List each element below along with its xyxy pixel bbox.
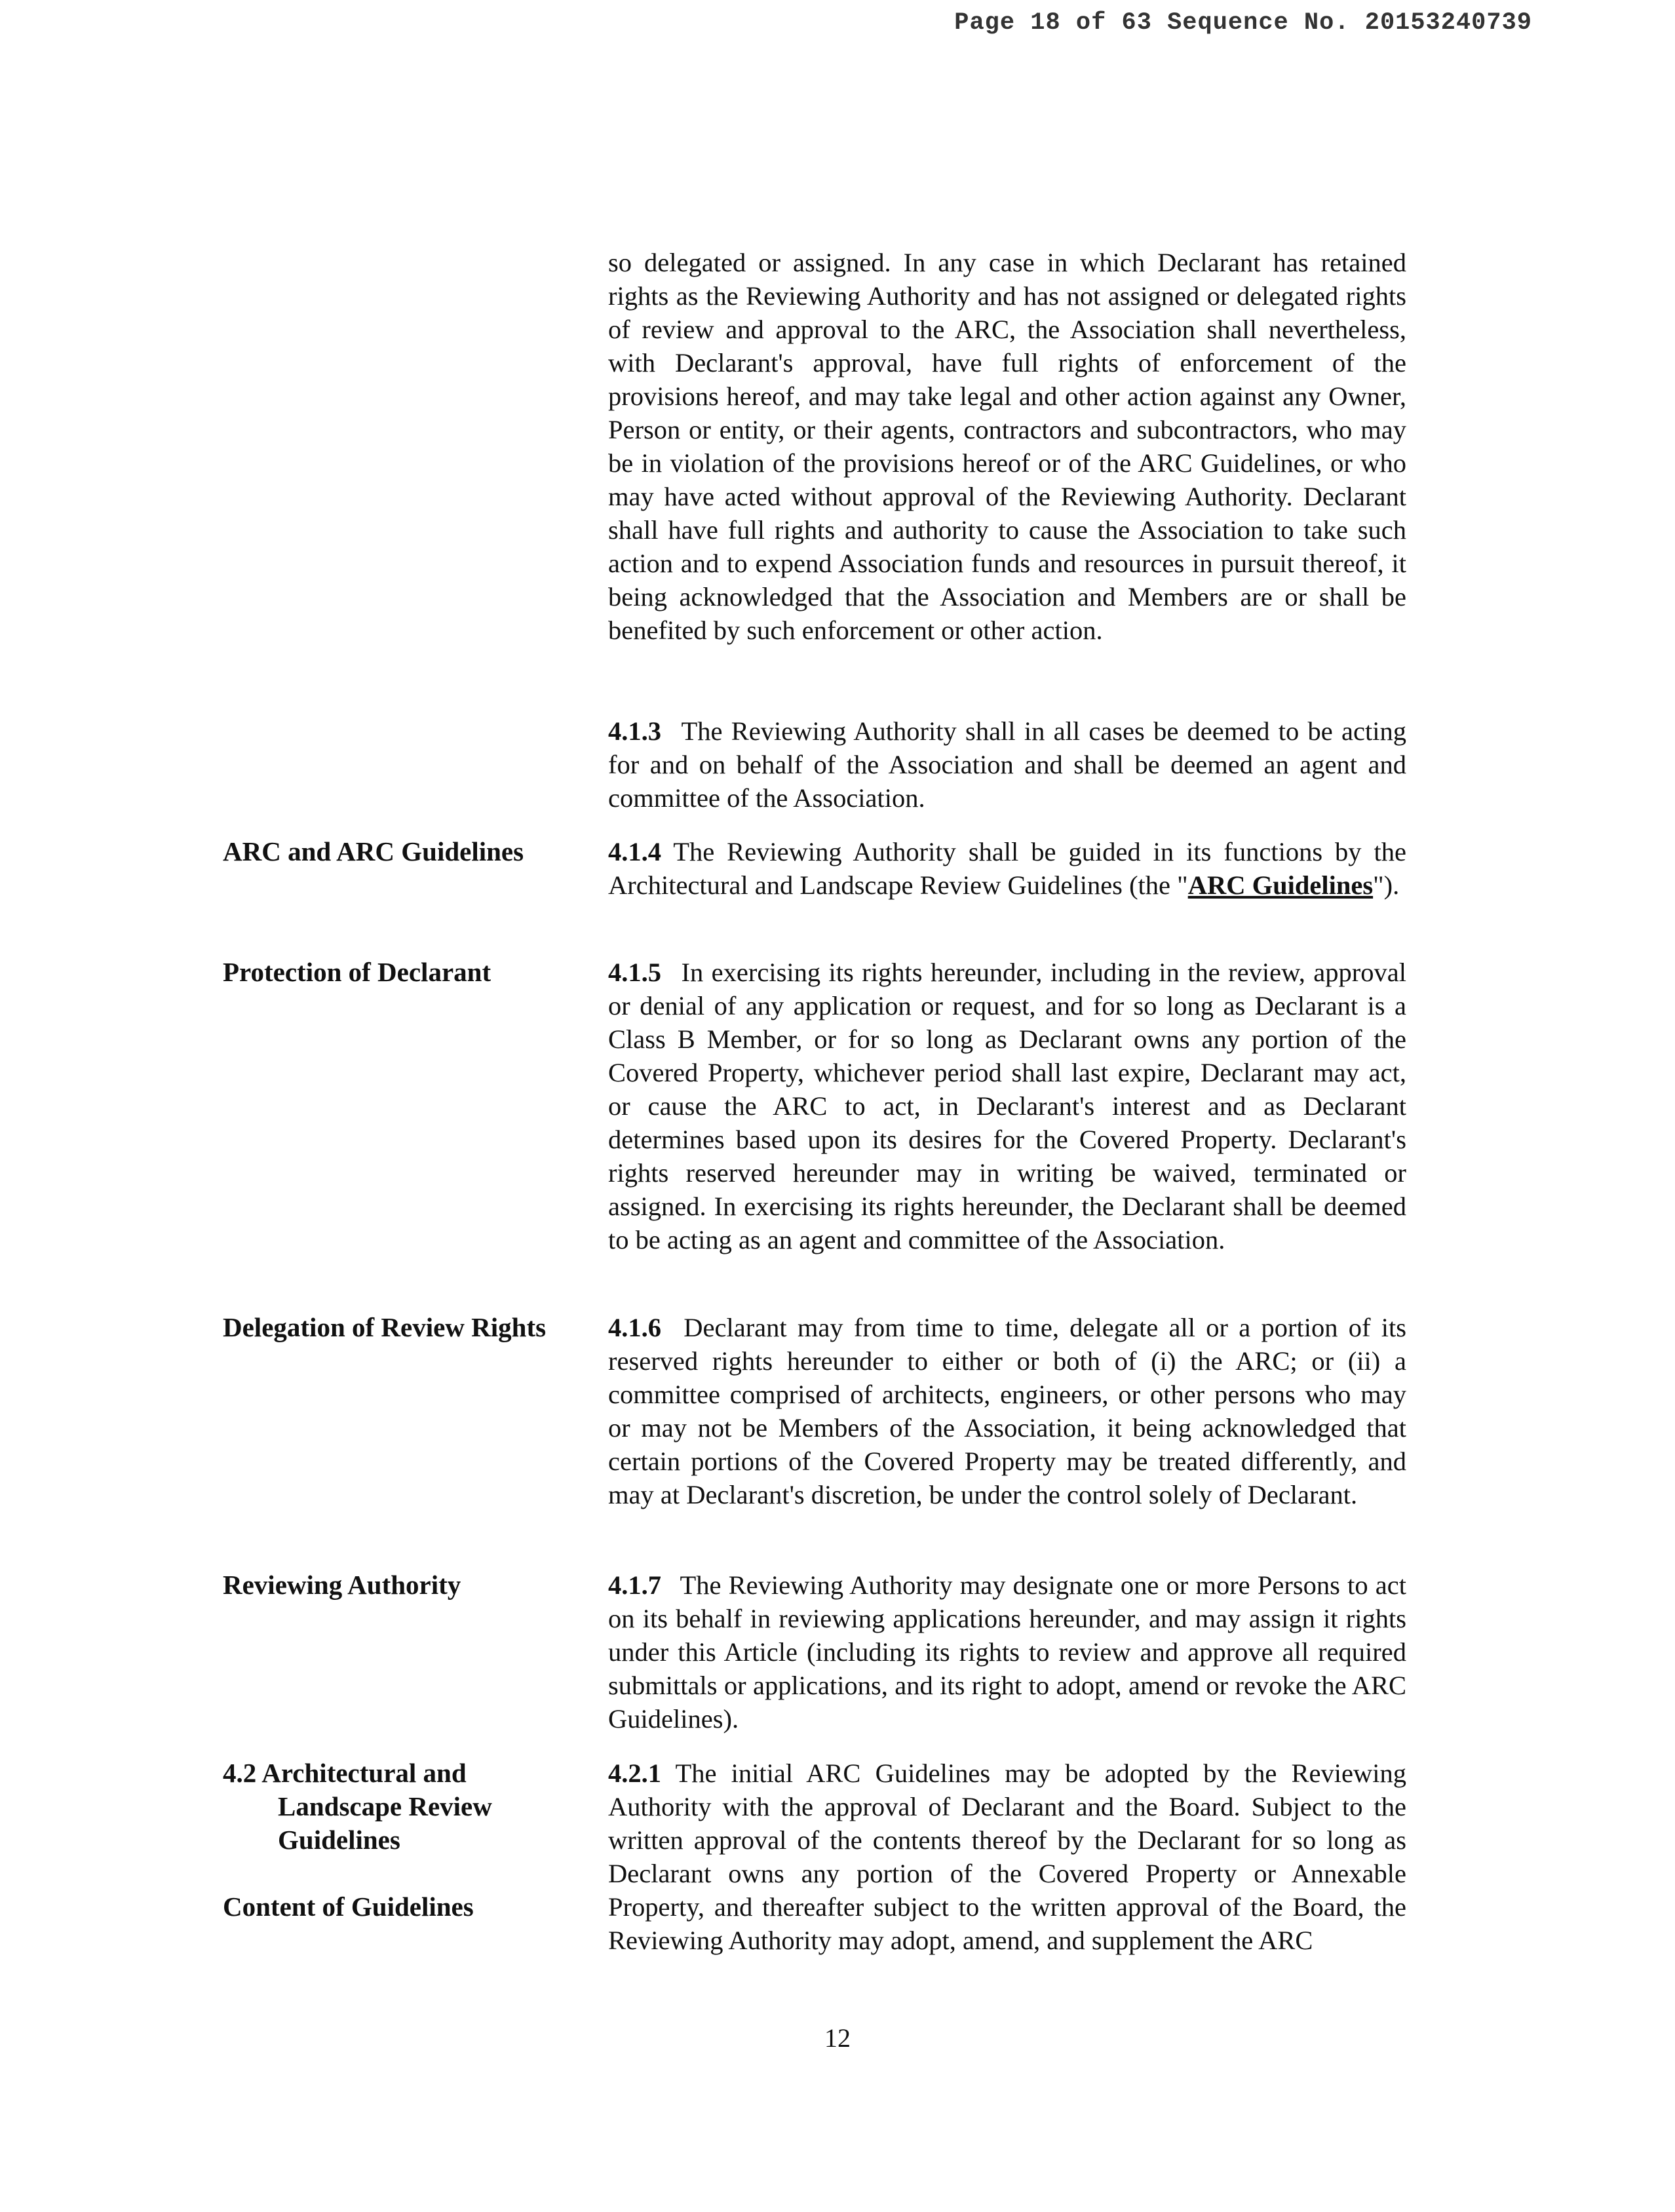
paragraph-text: In exercising its rights hereunder, including in the review, approval or denial of any application or request, and for so long as Declarant is a Class B Member, or for so long as Declarant owns any portion of the Covered Property, whichever period shall last expire, Declarant may act, or cause the ARC to act, in Declarant's interest and as Declarant determines based upon its desires for the Covered Property. Declarant's rights reserved hereunder may in writing be waived, terminated or assigned. In exercising its rights hereunder, the Declarant shall be deemed to be acting as an agent and committee of the Association.: [608, 958, 1407, 1254]
paragraph-text: The Reviewing Authority shall in all cases be deemed to be acting for and on behalf of the Association and shall be deemed an agent and committee of the Association.: [608, 716, 1406, 813]
paragraph-4-1-4: [608, 835, 1406, 902]
paragraph-4-1-6: [608, 1311, 1406, 1511]
section-number: 4.1.5: [608, 958, 661, 987]
paragraph-4-2-1: [608, 1756, 1406, 1957]
paragraph-text: The Reviewing Authority shall be guided in its functions by the Architectural and Landscape Review Guidelines (the ": [608, 837, 1406, 900]
section-number: 4.1.4: [608, 837, 661, 866]
side-heading-arc-guidelines: ARC and ARC Guidelines: [223, 836, 524, 866]
paragraph-continuation: [608, 246, 1406, 647]
section-heading-4-2: [223, 1756, 577, 1857]
page-number: 12: [824, 2023, 851, 2053]
section-number: 4.1.7: [608, 1570, 661, 1600]
paragraph-text: so delegated or assigned. In any case in which Declarant has retained rights as the Reviewing Authority and has not assigned or delegated rights of review and approval to the ARC, the Association shall nevertheless, with Declarant's approval, have full rights of enforcement of the provisions hereof, and may take legal and other action against any Owner, Person or entity, or their agents, contractors and subcontractors, who may be in violation of the provisions hereof or of the ARC Guidelines, or who may have acted without approval of the Reviewing Authority. Declarant shall have full rights and authority to cause the Association to take such action and to expend Association funds and resources in pursuit thereof, it being acknowledged that the Association and Members are or shall be benefited by such enforcement or other action.: [608, 248, 1406, 645]
paragraph-text: The Reviewing Authority may designate one or more Persons to act on its behalf in reviewing applications hereunder, and may assign it rights under this Article (including its rights to review and approve all required submittals or applications, and its right to adopt, amend or revoke the ARC Guidelines).: [608, 1570, 1406, 1734]
paragraph-4-1-5: [608, 956, 1406, 1256]
paragraph-4-1-7: [608, 1568, 1406, 1736]
side-heading-reviewing-authority: Reviewing Authority: [223, 1570, 461, 1600]
paragraph-text: Declarant may from time to time, delegate all or a portion of its reserved rights hereunder to either or both of (i) the ARC; or (ii) a committee comprised of architects, engineers, or other persons who may or may not be Members of the Association, it being acknowledged that certain portions of the Covered Property may be treated differently, and may at Declarant's discretion, be under the control solely of Declarant.: [608, 1313, 1406, 1509]
section-heading-line: Guidelines: [278, 1825, 400, 1855]
paragraph-text: The initial ARC Guidelines may be adopted by the Reviewing Authority with the approval of Declarant and the Board. Subject to the written approval of the contents thereof by the Declarant for so long as Declarant owns any portion of the Covered Property or Annexable Property, and thereafter subject to the written approval of the Board, the Reviewing Authority may adopt, amend, and supplement the ARC: [608, 1758, 1406, 1955]
section-heading-line: 4.2 Architectural and: [223, 1758, 467, 1788]
section-number: 4.2.1: [608, 1758, 661, 1788]
section-heading-line: Landscape Review: [278, 1791, 492, 1821]
section-number: 4.1.3: [608, 716, 661, 746]
side-heading-protection-of-declarant: Protection of Declarant: [223, 957, 491, 987]
paragraph-4-1-3: [608, 714, 1406, 815]
page-sequence-header: Page 18 of 63 Sequence No. 20153240739: [954, 9, 1532, 37]
side-heading-delegation-of-review-rights: Delegation of Review Rights: [223, 1312, 547, 1342]
side-heading-content-of-guidelines: Content of Guidelines: [223, 1892, 474, 1922]
paragraph-text-end: ").: [1373, 870, 1400, 900]
defined-term: ARC Guidelines: [1187, 870, 1374, 900]
section-number: 4.1.6: [608, 1313, 661, 1342]
